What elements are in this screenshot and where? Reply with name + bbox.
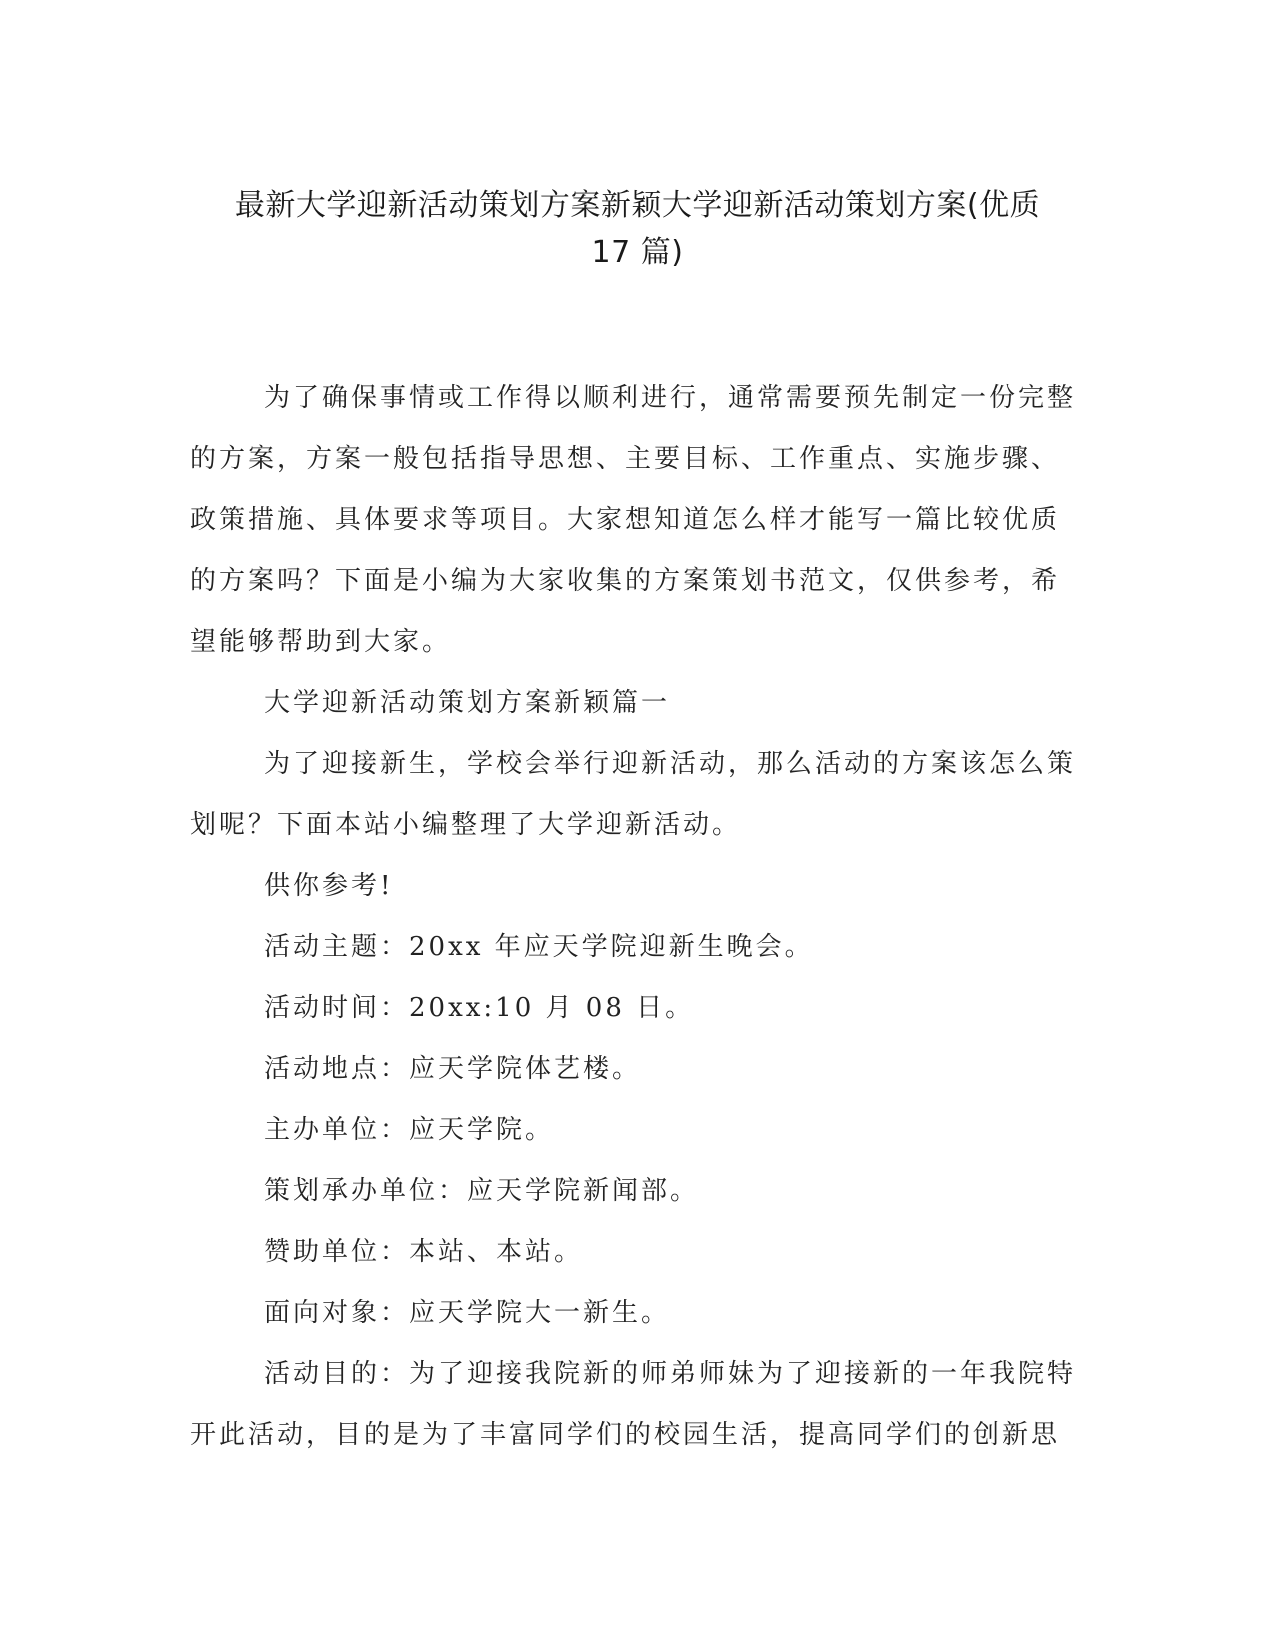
title-line-2: 17 篇)	[591, 235, 684, 270]
title-line-1: 最新大学迎新活动策划方案新颖大学迎新活动策划方案(优质	[234, 188, 1041, 223]
sponsor: 赞助单位：本站、本站。	[264, 1237, 584, 1267]
target-audience: 面向对象：应天学院大一新生。	[264, 1298, 671, 1328]
planning-organizer: 策划承办单位：应天学院新闻部。	[264, 1176, 700, 1206]
intro-paragraph: 为了确保事情或工作得以顺利进行，通常需要预先制定一份完整的方案，方案一般包括指导思想、主要目标、工作重点、实施步骤、政策措施、具体要求等项目。大家想知道怎么样才能写一篇比较优质的方案吗？下面是小编为大家收集的方案策划书范文，仅供参考，希望能够帮助到大家。	[190, 383, 1077, 657]
document-title	[170, 182, 1105, 276]
activity-purpose: 活动目的：为了迎接我院新的师弟师妹为了迎接新的一年我院特开此活动，目的是为了丰富同学们的校园生活，提高同学们的创新思	[190, 1359, 1077, 1450]
host-organizer: 主办单位：应天学院。	[264, 1115, 555, 1145]
document-body	[190, 368, 1085, 1466]
body-paragraph: 为了迎接新生，学校会举行迎新活动，那么活动的方案该怎么策划呢？下面本站小编整理了大学迎新活动。	[190, 749, 1077, 840]
section-heading: 大学迎新活动策划方案新颖篇一	[264, 688, 671, 718]
body-paragraph: 供你参考!	[264, 871, 394, 901]
activity-location: 活动地点：应天学院体艺楼。	[264, 1054, 642, 1084]
activity-theme: 活动主题：20xx 年应天学院迎新生晚会。	[264, 932, 814, 962]
activity-time: 活动时间：20xx:10 月 08 日。	[264, 993, 695, 1023]
